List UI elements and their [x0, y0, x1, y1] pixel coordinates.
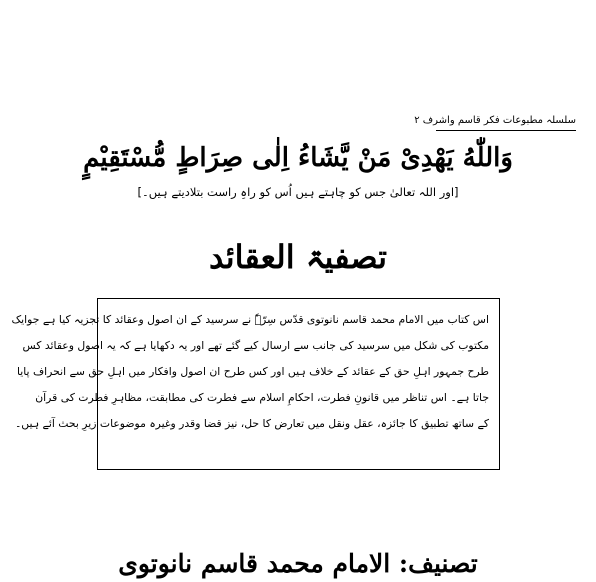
verse-translation: [اور اللہ تعالیٰ جس کو چاہتے ہیں اُس کو راہِ راست بتلادیتے ہیں۔] — [137, 185, 459, 199]
series-underline — [436, 130, 576, 131]
series-label: سلسلہ مطبوعات فکر قاسم واشرف ۲ — [414, 115, 576, 126]
author-line: تصنیف: الامام محمد قاسم نانوتوی — [118, 549, 478, 578]
description-line: مکتوب کی شکل میں سرسید کی جانب سے ارسال کیے گئے تھے اور یہ دکھایا ہے کہ یہ اصول وعقائد کس — [22, 339, 489, 352]
description-line: اس کتاب میں الامام محمد قاسم نانوتوی قدّس سِرّہٗ نے سرسید کے ان اصول وعقائد کا تجزیہ کیا ہے جوایک — [11, 313, 489, 326]
description-line: کے ساتھ تطبیق کا جائزہ، عقل ونقل میں تعارض کا حل، نیز قضا وقدر وغیرہ موضوعات زیرِ بحث آئے ہیں۔ — [14, 417, 489, 430]
description-line: جاتا ہے۔ اس تناظر میں قانونِ فطرت، احکامِ اسلام سے فطرت کی مطابقت، مظاہرِ فطرت کی قرآن — [35, 391, 489, 404]
description-line: طرح جمہور اہلِ حق کے عقائد کے خلاف ہیں اور کس طرح ان اصول وافکار میں اہلِ حق سے انحراف پایا — [16, 365, 489, 378]
quranic-verse: وَاللّٰهُ يَهْدِىْ مَنْ يَّشَاءُ اِلٰى صِرَاطٍ مُّسْتَقِيْمٍ — [83, 143, 513, 173]
book-title: تصفیۃ العقائد — [208, 238, 388, 276]
description-box — [11, 298, 500, 470]
